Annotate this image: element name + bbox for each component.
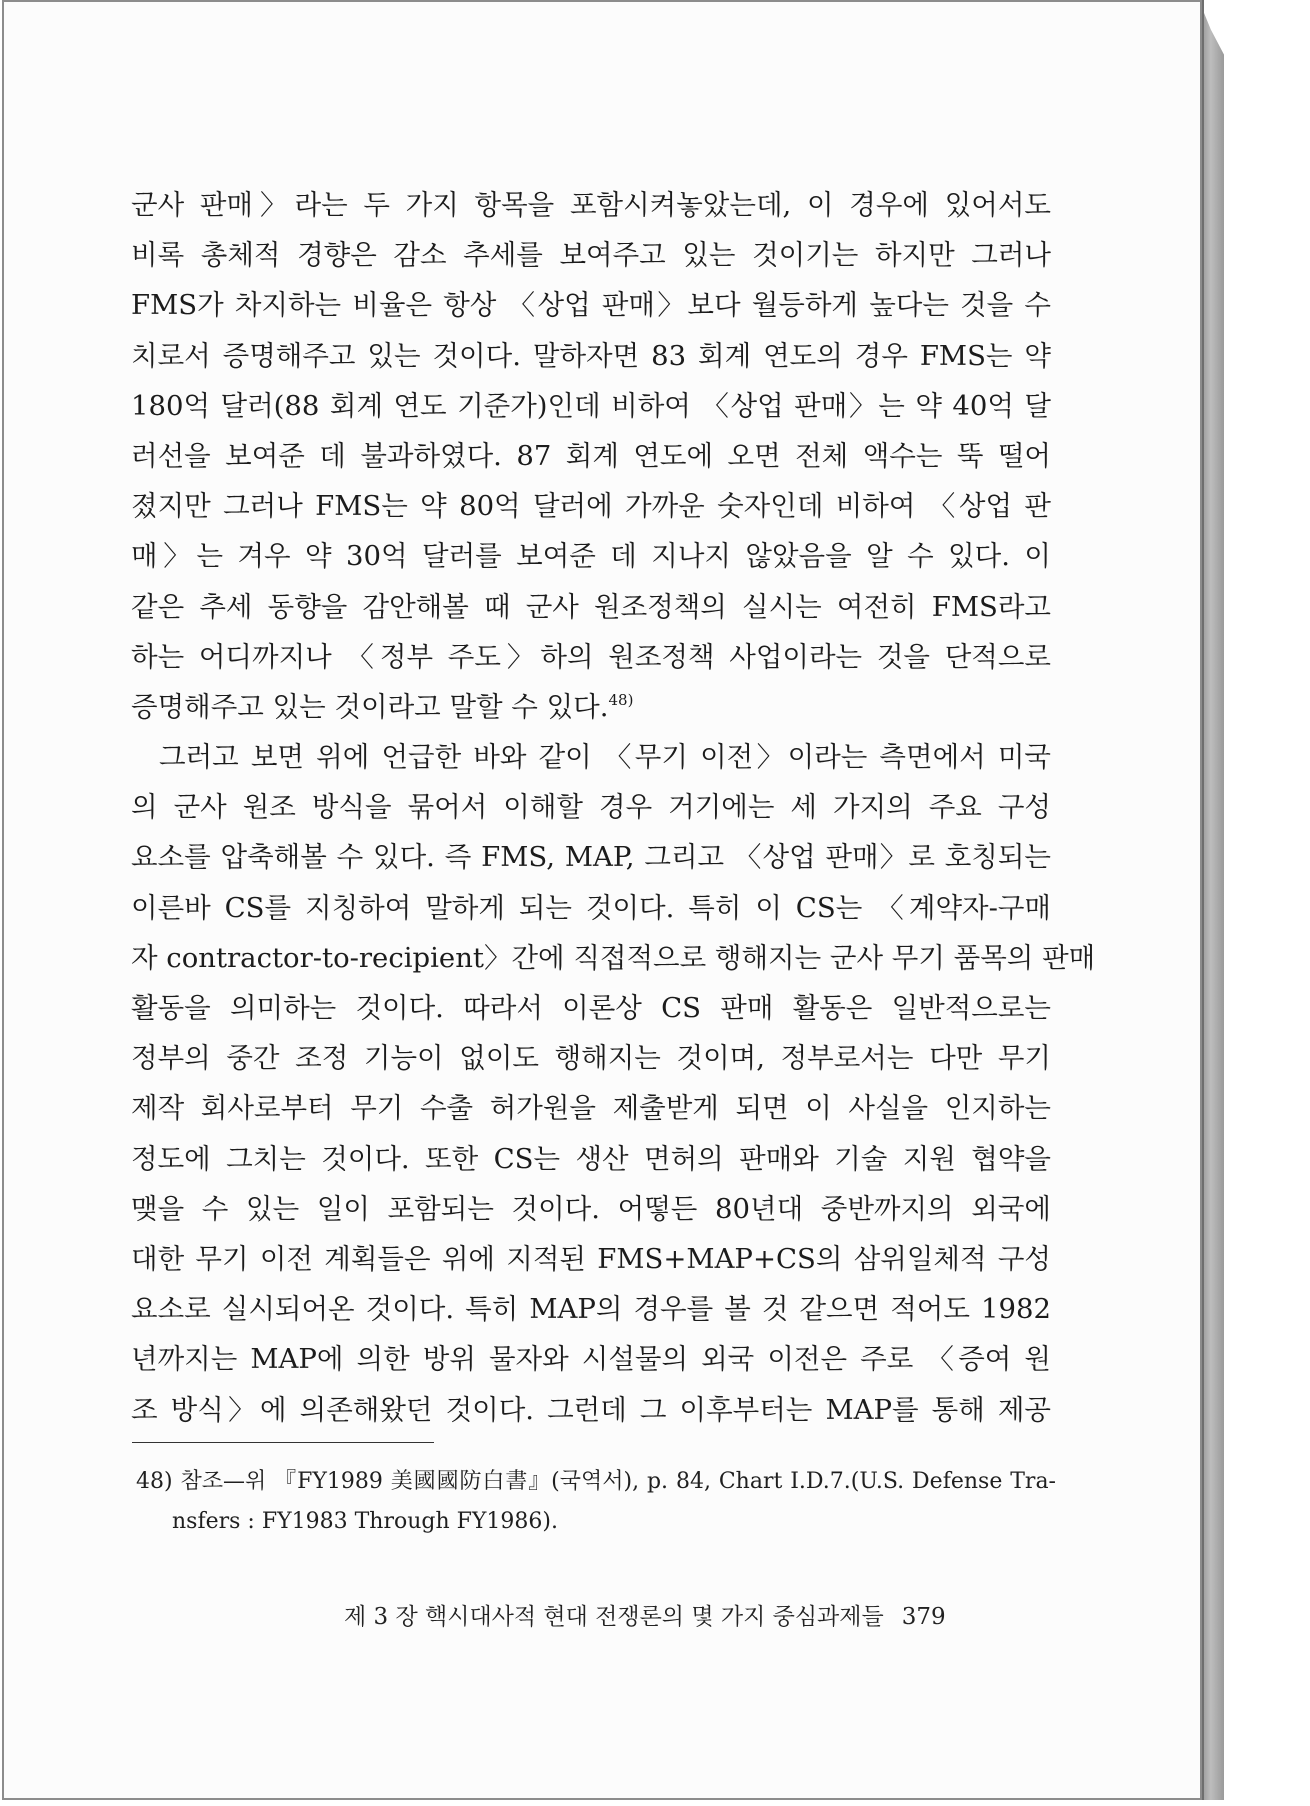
body-text — [131, 180, 1096, 1435]
body-line: 졌지만 그러나 FMS는 약 80억 달러에 가까운 숫자인데 비하여 〈상업 판 — [131, 490, 1051, 523]
body-line: 치로서 증명해주고 있는 것이다. 말하자면 83 회계 연도의 경우 FMS는 약 — [131, 339, 1051, 372]
book-page — [2, 0, 1202, 1800]
body-line: 정도에 그치는 것이다. 또한 CS는 생산 면허의 판매와 기술 지원 협약을 — [131, 1142, 1051, 1175]
body-line: 자 contractor-to-recipient〉간에 직접적으로 행해지는 군사 무기 품목의 판매 — [131, 941, 1096, 974]
footnote — [136, 1462, 1056, 1542]
body-line: 의 군사 원조 방식을 묶어서 이해할 경우 거기에는 세 가지의 주요 구성 — [131, 791, 1051, 824]
body-line — [131, 682, 1051, 732]
body-line: 조 방식〉에 의존해왔던 것이다. 그런데 그 이후부터는 MAP를 통해 제공 — [131, 1393, 1051, 1426]
body-line: 군사 판매〉라는 두 가지 항목을 포함시켜놓았는데, 이 경우에 있어서도 — [131, 189, 1051, 221]
body-line: 그러고 보면 위에 언급한 바와 같이 〈무기 이전〉이라는 측면에서 미국 — [159, 741, 1051, 774]
body-line: 매〉는 겨우 약 30억 달러를 보여준 데 지나지 않았음을 알 수 있다. 이 — [131, 540, 1051, 573]
footnote-divider — [132, 1442, 434, 1443]
footnote-line: 48) 참조—위 『FY1989 美國國防白書』(국역서), p. 84, Chart I.D.7.(U.S. Defense Tra- — [136, 1469, 1056, 1494]
chapter-title: 제 3 장 핵시대사적 현대 전쟁론의 몇 가지 중심과제들 — [344, 1604, 884, 1630]
running-footer — [344, 1598, 1024, 1631]
body-line: 년까지는 MAP에 의한 방위 물자와 시설물의 외국 이전은 주로 〈증여 원 — [131, 1343, 1051, 1376]
body-line: 같은 추세 동향을 감안해볼 때 군사 원조정책의 실시는 여전히 FMS라고 — [131, 590, 1051, 623]
body-line: 하는 어디까지나 〈정부 주도〉하의 원조정책 사업이라는 것을 단적으로 — [131, 640, 1051, 673]
body-line: FMS가 차지하는 비율은 항상 〈상업 판매〉보다 월등하게 높다는 것을 수 — [131, 289, 1051, 322]
body-line: 러선을 보여준 데 불과하였다. 87 회계 연도에 오면 전체 액수는 뚝 떨어 — [131, 439, 1051, 472]
body-line: 비록 총체적 경향은 감소 추세를 보여주고 있는 것이기는 하지만 그러나 — [131, 239, 1051, 272]
body-line: 이른바 CS를 지칭하여 말하게 되는 것이다. 특히 이 CS는 〈계약자-구매 — [131, 891, 1051, 924]
page-number: 379 — [901, 1604, 946, 1630]
page-edge-shadow — [1202, 8, 1224, 1800]
body-line: 맺을 수 있는 일이 포함되는 것이다. 어떻든 80년대 중반까지의 외국에 — [131, 1192, 1051, 1225]
body-line: 활동을 의미하는 것이다. 따라서 이론상 CS 판매 활동은 일반적으로는 — [131, 992, 1051, 1024]
footnote-reference: 48) — [608, 690, 634, 709]
body-line: 정부의 중간 조정 기능이 없이도 행해지는 것이며, 정부로서는 다만 무기 — [131, 1042, 1051, 1075]
footnote-line: nsfers : FY1983 Through FY1986). — [172, 1509, 558, 1534]
body-line: 요소를 압축해볼 수 있다. 즉 FMS, MAP, 그리고 〈상업 판매〉로 호칭되는 — [131, 841, 1051, 874]
body-line: 제작 회사로부터 무기 수출 허가원을 제출받게 되면 이 사실을 인지하는 — [131, 1092, 1051, 1125]
body-line: 180억 달러(88 회계 연도 기준가)인데 비하여 〈상업 판매〉는 약 40억 달 — [131, 389, 1051, 422]
body-line: 대한 무기 이전 계획들은 위에 지적된 FMS+MAP+CS의 삼위일체적 구성 — [131, 1242, 1051, 1275]
body-line-text: 증명해주고 있는 것이라고 말할 수 있다. — [131, 690, 609, 723]
body-line: 요소로 실시되어온 것이다. 특히 MAP의 경우를 볼 것 같으면 적어도 1982 — [131, 1293, 1051, 1326]
